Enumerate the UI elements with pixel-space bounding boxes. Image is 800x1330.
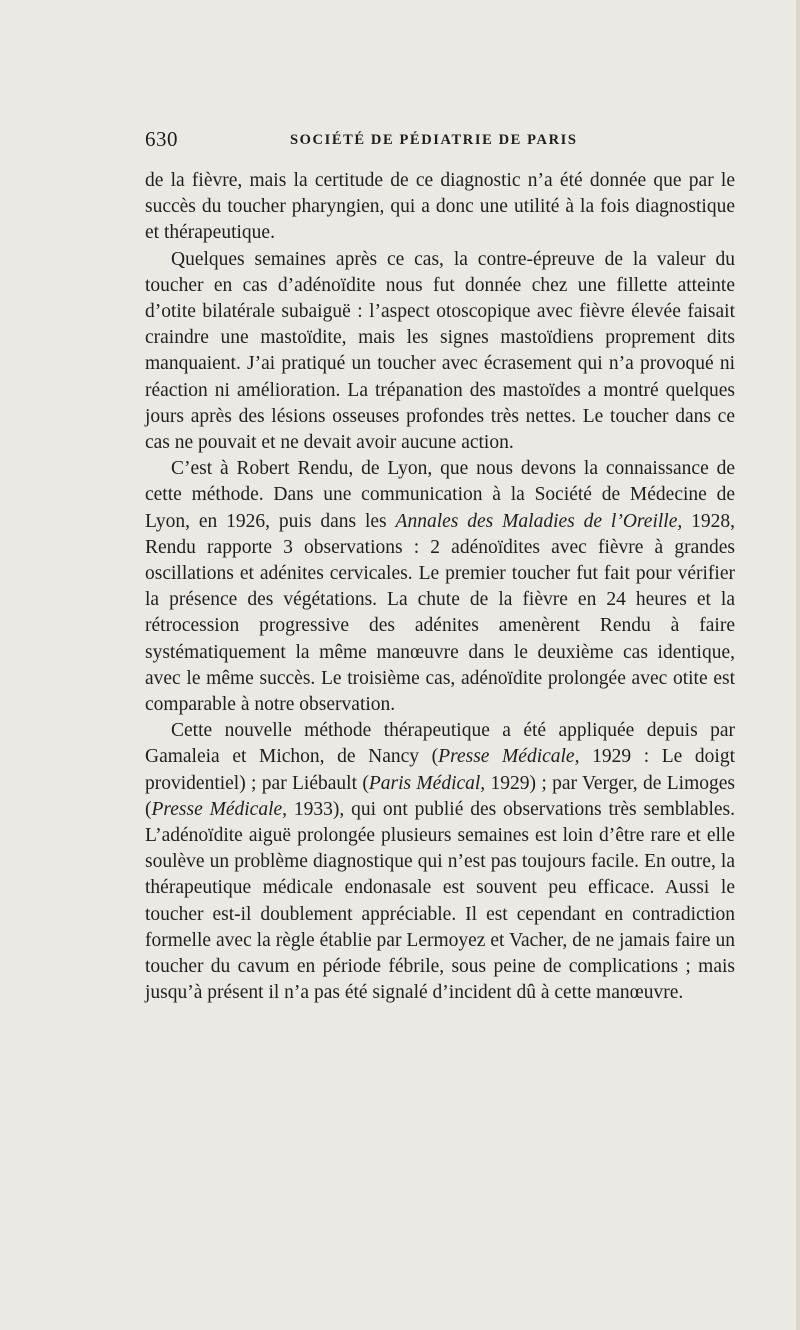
paragraph-text: C’est à Robert Rendu, de Lyon, que nous devons la connaissance de cette méthode. Dans une communication à la Société de Médecine de Lyon, en 1926, puis dans les — [145, 458, 735, 532]
paragraph-text: Cette nouvelle méthode thérapeutique a été appliquée depuis par Gamaleia et Michon, de Nancy ( — [145, 720, 735, 768]
body-text — [145, 168, 735, 1007]
paragraph-text: 1929) ; par Verger, de Limoges ( — [145, 772, 735, 820]
page-header — [145, 127, 735, 151]
page-number: 630 — [145, 127, 178, 151]
paragraph-text: 1929 : Le doigt providentiel) ; par Liébault ( — [145, 746, 735, 794]
paragraph — [145, 168, 735, 247]
page-edge — [796, 0, 800, 1330]
running-title: SOCIÉTÉ DE PÉDIATRIE DE PARIS — [290, 132, 578, 148]
paragraph — [145, 456, 735, 718]
paragraph-text: de la fièvre, mais la certitude de ce diagnostic n’a été donnée que par le succès du toucher pharyngien, qui a donc une utilité à la fois diagnostique et thérapeutique. — [145, 170, 735, 244]
italic-citation: Paris Médical, — [368, 772, 486, 794]
paragraph-text: 1928, Rendu rapporte 3 observations : 2 adénoïdites avec fièvre à grandes oscillations et adénites cervicales. Le premier toucher fut fait pour vérifier la présence des végétations. La chute de la fièvre en 24 heures et la rétrocession progressive des adénites amenèrent Rendu à faire systématiquement la même manœuvre dans le deuxième cas identique, avec le même succès. Le troisième cas, adénoïdite prolongée avec otite est comparable à notre observation. — [145, 510, 736, 716]
paragraph — [145, 247, 735, 457]
italic-citation: Presse Médicale, — [151, 798, 288, 820]
paragraph — [145, 718, 735, 1006]
paragraph-text: Quelques semaines après ce cas, la contre-épreuve de la valeur du toucher en cas d’adénoïdite nous fut donnée chez une fillette atteinte d’otite bilatérale subaiguë : l’aspect otoscopique avec fièvre élevée faisait craindre une mastoïdite, mais les signes mastoïdiens proprement dits manquaient. J’ai pratiqué un toucher avec écrasement qui n’a provoqué ni réaction ni amélioration. La trépanation des mastoïdes a montré quelques jours après des lésions osseuses profondes très nettes. Le toucher dans ce cas ne pouvait et ne devait avoir aucune action. — [145, 248, 735, 454]
italic-citation: Annales des Maladies de l’Oreille, — [395, 510, 683, 532]
paragraph-text: 1933), qui ont publié des observations très semblables. L’adénoïdite aiguë prolongée plusieurs semaines est loin d’être rare et elle soulève un problème diagnostique qui n’est pas toujours facile. En outre, la thérapeutique médicale endonasale est souvent peu efficace. Aussi le toucher est-il doublement appréciable. Il est cependant en contradiction formelle avec la règle établie par Lermoyez et Vacher, de ne jamais faire un toucher du cavum en période fébrile, sous peine de complications ; mais jusqu’à présent il n’a pas été signalé d’incident dû à cette manœuvre. — [145, 798, 735, 1004]
italic-citation: Presse Médicale, — [438, 746, 580, 768]
